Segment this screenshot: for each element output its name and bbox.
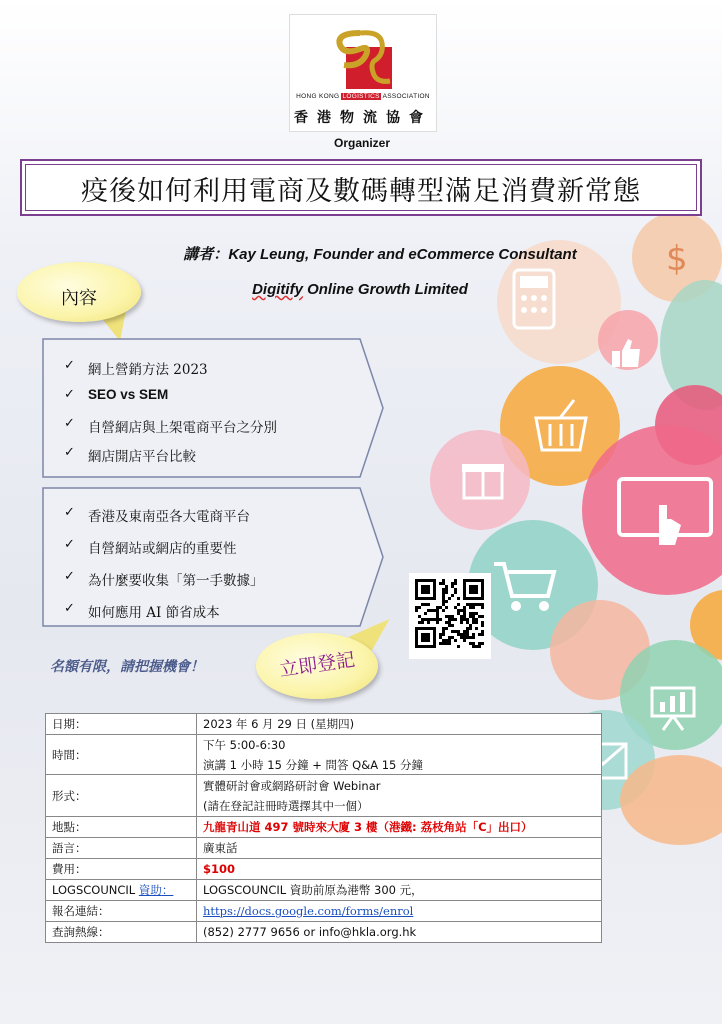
svg-text:$: $ — [666, 239, 688, 278]
thumbs-up-icon — [608, 335, 644, 371]
table-row — [46, 838, 602, 859]
check-icon: ✓ — [64, 358, 75, 373]
format-label: 形式： — [46, 775, 197, 817]
table-row — [46, 735, 602, 775]
list-item: ✓ 網上營銷方法 2023 — [64, 358, 208, 378]
enquiry-value: (852) 2777 9656 or info@hkla.org.hk — [197, 922, 602, 943]
time-label: 時間： — [46, 735, 197, 775]
register-bubble-label[interactable]: 立即登記 — [278, 648, 357, 682]
venue-value: 九龍青山道 497 號時來大廈 3 樓（港鐵: 荔枝角站「C」出口） — [197, 817, 602, 838]
fee-value: $100 — [197, 859, 602, 880]
company-name-prefix: Digitify — [252, 281, 303, 298]
date-value: 2023 年 6 月 29 日 (星期四) — [197, 714, 602, 735]
venue-label: 地點： — [46, 817, 197, 838]
table-row — [46, 901, 602, 922]
check-icon: ✓ — [64, 601, 75, 616]
table-row — [46, 817, 602, 838]
shopping-basket-icon — [530, 398, 592, 454]
language-value: 廣東話 — [197, 838, 602, 859]
presentation-icon — [648, 682, 698, 732]
date-label: 日期： — [46, 714, 197, 735]
list-item: ✓ SEO vs SEM — [64, 387, 169, 402]
speaker-line — [100, 243, 660, 264]
organizer-label: Organizer — [333, 136, 390, 150]
topics-panel-1 — [42, 338, 384, 478]
speaker-company — [160, 281, 560, 298]
time-value: 下午 5:00-6:30 演講 1 小時 15 分鐘 + 問答 Q&A 15 分鐘 — [197, 735, 602, 775]
list-item: ✓ 為什麼要收集「第一手數據」 — [64, 569, 264, 589]
check-icon: ✓ — [64, 445, 75, 460]
sponsor-label: LOGSCOUNCIL 資助： — [46, 880, 197, 901]
table-row — [46, 880, 602, 901]
shopping-cart-icon — [490, 558, 560, 614]
enrol-label: 報名連結： — [46, 901, 197, 922]
enrol-link[interactable]: https://docs.google.com/forms/enrol — [203, 904, 414, 918]
enrol-value — [197, 901, 602, 922]
list-item: ✓ 如何應用 AI 節省成本 — [64, 601, 220, 621]
table-row — [46, 775, 602, 817]
enquiry-label: 查詢熱線： — [46, 922, 197, 943]
fee-label: 費用： — [46, 859, 197, 880]
gift-icon — [460, 452, 506, 502]
touch-screen-icon — [615, 475, 715, 555]
speaker-prefix: 講者： — [183, 245, 229, 263]
dollar-icon — [660, 238, 690, 278]
check-icon: ✓ — [64, 416, 75, 431]
list-item: ✓ 香港及東南亞各大電商平台 — [64, 505, 250, 525]
registration-qr-code[interactable] — [409, 573, 491, 659]
table-row — [46, 922, 602, 943]
check-icon: ✓ — [64, 505, 75, 520]
list-item: ✓ 網店開店平台比較 — [64, 445, 196, 465]
calculator-icon — [512, 268, 556, 330]
logo-english-name: HONG KONG LOGISTICS ASSOCIATION — [296, 93, 430, 100]
content-bubble-label: 內容 — [61, 288, 97, 309]
qr-code-icon — [415, 579, 485, 653]
table-row — [46, 714, 602, 735]
company-name-suffix: Online Growth Limited — [302, 281, 468, 298]
table-row — [46, 859, 602, 880]
logo-mark-icon — [330, 25, 396, 93]
sponsor-value: LOGSCOUNCIL 資助前原為港幣 300 元， — [197, 880, 602, 901]
speaker-name: Kay Leung, Founder and eCommerce Consultant — [228, 246, 577, 263]
decor-circle — [620, 755, 722, 845]
hkla-logo — [289, 14, 437, 132]
logo-chinese-name: 香港物流協會 — [294, 110, 432, 126]
event-info-table — [45, 713, 602, 943]
list-item: ✓ 自營網店與上架電商平台之分別 — [64, 416, 277, 436]
format-value: 實體研討會或網路研討會 Webinar (請在登記註冊時選擇其中一個） — [197, 775, 602, 817]
topics-panel-2 — [42, 487, 384, 627]
language-label: 語言： — [46, 838, 197, 859]
list-item: ✓ 自營網站或網店的重要性 — [64, 537, 237, 557]
check-icon: ✓ — [64, 569, 75, 584]
check-icon: ✓ — [64, 387, 75, 402]
page-title: 疫後如何利用電商及數碼轉型滿足消費新常態 — [81, 176, 641, 207]
limited-seats-note: 名額有限，請把握機會！ — [50, 659, 204, 675]
title-box — [20, 159, 702, 216]
check-icon: ✓ — [64, 537, 75, 552]
